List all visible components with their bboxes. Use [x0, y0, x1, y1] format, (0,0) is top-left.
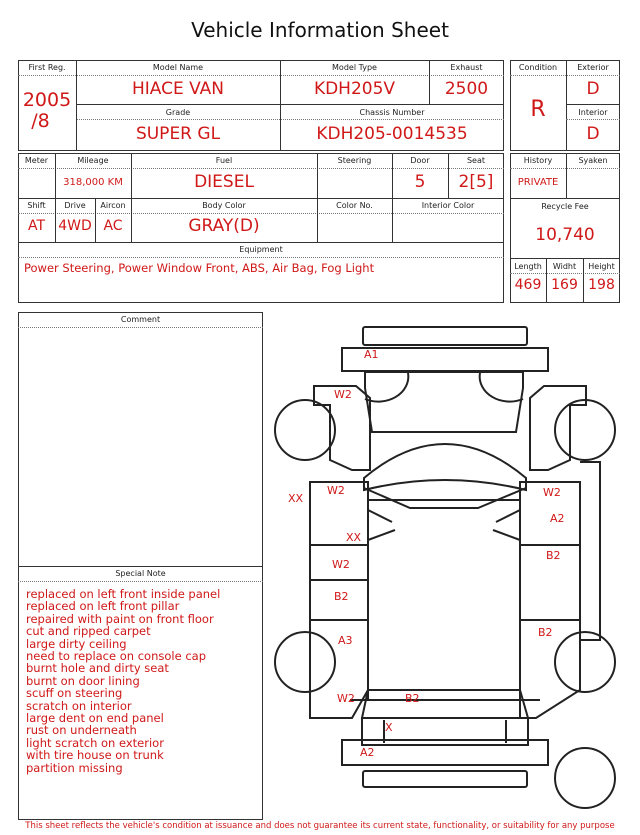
door-value: 5 — [414, 172, 426, 192]
exterior-value: D — [586, 79, 600, 99]
model-name-value: HIACE VAN — [131, 79, 225, 99]
chassis-number-label: Chassis Number — [359, 108, 425, 117]
special-note-item: replaced on left front inside panel — [26, 587, 221, 601]
width-value: 169 — [551, 277, 578, 293]
first-reg-month: /8 — [31, 110, 50, 132]
model-type-value: KDH205V — [313, 79, 396, 99]
color-no-label: Color No. — [336, 201, 373, 210]
height-value: 198 — [588, 277, 615, 293]
model-name-label: Model Name — [152, 63, 204, 72]
damage-marks-layer — [270, 320, 630, 820]
special-note-item: need to replace on console cap — [26, 649, 206, 664]
chassis-number-value: KDH205-0014535 — [316, 124, 468, 144]
damage-mark-right-front-door-a: A2 — [550, 512, 565, 525]
history-label: History — [523, 156, 553, 165]
damage-mark-left-floor: XX — [346, 531, 362, 544]
damage-mark-left-rear-quarter: W2 — [337, 692, 355, 705]
mileage-value: 318,000 KM — [63, 177, 123, 188]
door-label: Door — [410, 156, 430, 165]
damage-mark-right-middle-door: B2 — [546, 549, 561, 562]
interior-value: D — [586, 124, 600, 144]
condition-grade-value: R — [530, 97, 546, 122]
width-label: Widht — [552, 262, 577, 271]
height-label: Height — [588, 262, 615, 271]
recycle-fee-value: 10,740 — [535, 225, 595, 245]
grade-label: Grade — [165, 108, 191, 117]
damage-mark-left-middle-door: W2 — [332, 558, 350, 571]
aircon-label: Aircon — [100, 201, 126, 210]
damage-mark-right-rear-panel: B2 — [538, 626, 553, 639]
shift-value: AT — [27, 218, 46, 234]
damage-mark-rear-lower: X — [385, 721, 393, 734]
comment-label: Comment — [120, 315, 161, 324]
special-note-item: burnt on door lining — [26, 673, 140, 688]
shift-label: Shift — [27, 201, 46, 210]
seat-value: 2[5] — [458, 172, 494, 192]
equipment-value: Power Steering, Power Window Front, ABS, Air Bag, Fog Light — [24, 261, 375, 275]
equipment-label: Equipment — [239, 245, 283, 254]
damage-mark-rear-bumper: A2 — [360, 746, 375, 759]
syaken-label: Syaken — [578, 156, 608, 165]
steering-label: Steering — [337, 156, 372, 165]
page-title: Vehicle Information Sheet — [191, 18, 449, 42]
special-note-list — [26, 588, 220, 774]
grade-value: SUPER GL — [135, 124, 221, 144]
damage-mark-rear-panel: B2 — [405, 692, 420, 705]
mileage-label: Mileage — [77, 156, 109, 165]
special-note-item: repaired with paint on front floor — [26, 611, 214, 626]
aircon-value: AC — [103, 218, 123, 234]
damage-mark-left-middle-panel: B2 — [334, 590, 349, 603]
body-color-value: GRAY(D) — [188, 216, 260, 236]
special-note-item: with tire house on trunk — [26, 748, 164, 763]
exhaust-label: Exhaust — [450, 63, 483, 72]
fuel-label: Fuel — [215, 156, 233, 165]
history-value: PRIVATE — [517, 177, 559, 188]
damage-mark-left-front-door: W2 — [327, 484, 345, 497]
drive-label: Drive — [64, 201, 86, 210]
interior-color-label: Interior Color — [421, 201, 475, 210]
meter-label: Meter — [24, 156, 49, 165]
damage-mark-right-front-door-w: W2 — [543, 486, 561, 499]
length-label: Length — [514, 262, 542, 271]
damage-mark-left-front-fender: W2 — [334, 388, 352, 401]
body-color-label: Body Color — [202, 201, 246, 210]
special-note-item: rust on underneath — [26, 723, 137, 738]
exterior-label: Exterior — [577, 63, 609, 72]
special-note-item: burnt hole and dirty seat — [26, 661, 169, 676]
length-value: 469 — [514, 277, 542, 293]
model-type-label: Model Type — [332, 63, 377, 72]
special-note-item: light scratch on exterior — [26, 735, 164, 750]
special-note-item: large dent on end panel — [26, 711, 164, 726]
damage-mark-left-front-pillar: XX — [288, 492, 304, 505]
special-note-item: scratch on interior — [26, 698, 132, 713]
special-note-item: scuff on steering — [26, 686, 123, 701]
damage-mark-front-bumper: A1 — [364, 348, 379, 361]
special-note-item: large dirty ceiling — [26, 636, 127, 651]
special-note-item: cut and ripped carpet — [26, 624, 151, 639]
condition-label: Condition — [518, 63, 558, 72]
special-note-label: Special Note — [115, 569, 166, 578]
recycle-fee-label: Recycle Fee — [541, 202, 589, 211]
special-note-item: partition missing — [26, 760, 123, 775]
seat-label: Seat — [466, 156, 486, 165]
first-reg-label: First Reg. — [28, 63, 66, 72]
interior-label: Interior — [578, 108, 608, 117]
special-note-item: replaced on left front pillar — [26, 599, 180, 614]
damage-mark-left-rear-panel: A3 — [338, 634, 353, 647]
exhaust-value: 2500 — [444, 79, 489, 99]
fuel-value: DIESEL — [194, 172, 254, 192]
first-reg-year: 2005 — [22, 89, 72, 111]
drive-value: 4WD — [58, 218, 92, 234]
disclaimer-text: This sheet reflects the vehicle's condition at issuance and does not guarantee its current state, functionality, or suitability for any purpose — [25, 821, 615, 831]
